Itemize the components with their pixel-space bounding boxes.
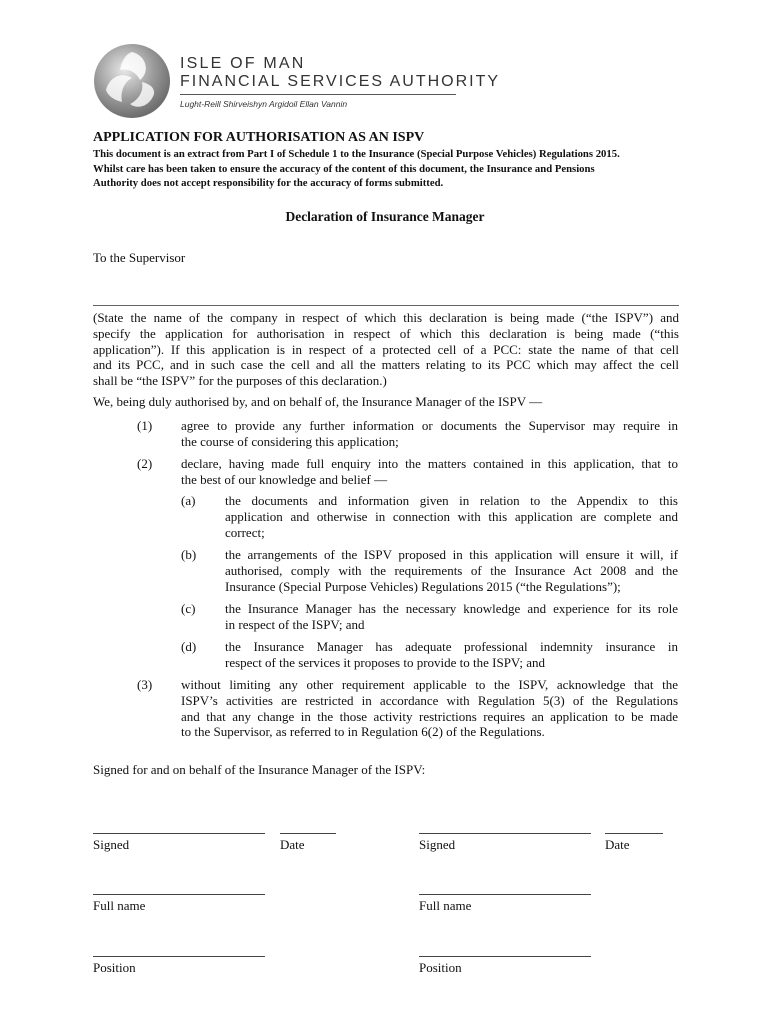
date-line-2[interactable]: [605, 833, 663, 834]
subitem-line: Insurance (Special Purpose Vehicles) Regulations 2015 (“the Regulations”);: [225, 578, 621, 594]
org-name-line1: ISLE OF MAN: [180, 55, 306, 72]
position-label-1: Position: [93, 960, 136, 975]
item-number: (3): [137, 677, 153, 692]
item-line: agree to provide any further information or documents the Supervisor may require in: [181, 418, 678, 433]
signed-label-2: Signed: [419, 837, 456, 852]
signed-label-1: Signed: [93, 837, 130, 852]
subitem-line: in respect of the ISPV; and: [225, 616, 365, 632]
subitem-line: the arrangements of the ISPV proposed in this application will ensure it will, if: [225, 547, 678, 562]
instruction-line: and its PCC, and in such case the cell and all the matters relating to its PCC which may affect the cell: [93, 357, 679, 373]
subitem-text: [225, 601, 678, 633]
date-line-1[interactable]: [280, 833, 336, 834]
subitem-number: (c): [181, 601, 196, 616]
subitem-number: (b): [181, 547, 197, 562]
instruction-paragraph: [93, 310, 679, 389]
preamble: We, being duly authorised by, and on behalf of, the Insurance Manager of the ISPV —: [93, 394, 543, 409]
subitem-number: (d): [181, 639, 197, 654]
fsa-logo-icon: [92, 42, 172, 120]
document-title: APPLICATION FOR AUTHORISATION AS AN ISPV: [93, 130, 425, 145]
subitem-line: application and otherwise in connection with this application are complete and: [225, 508, 678, 524]
item-line: ISPV’s activities are restricted in accordance with Regulation 5(3) of the Regulations: [181, 692, 678, 708]
item-line: declare, having made full enquiry into the matters contained in this application, that to: [181, 456, 678, 471]
subitem-text: [225, 547, 678, 594]
subitem-line: correct;: [225, 524, 265, 540]
item-line: the best of our knowledge and belief —: [181, 471, 388, 487]
org-name-line2: FINANCIAL SERVICES AUTHORITY: [180, 73, 501, 90]
full-name-label-2: Full name: [419, 898, 472, 913]
declaration-heading: Declaration of Insurance Manager: [285, 209, 485, 224]
date-label-2: Date: [605, 837, 630, 852]
org-subtitle: Lught-Reill Shirveishyn Argidoil Ellan Vannin: [180, 99, 348, 109]
signed-for-statement: Signed for and on behalf of the Insurance Manager of the ISPV:: [93, 762, 426, 777]
subitem-text: [225, 639, 678, 671]
full-name-line-2[interactable]: [419, 894, 591, 895]
item-line: and that any change in the those activity restrictions requires an application to be made: [181, 708, 678, 724]
company-name-field-line[interactable]: [93, 305, 679, 306]
item-number: (2): [137, 456, 153, 471]
date-label-1: Date: [280, 837, 305, 852]
item-line: to the Supervisor, as referred to in Regulation 6(2) of the Regulations.: [181, 724, 545, 740]
position-label-2: Position: [419, 960, 462, 975]
subitem-line: respect of the services it proposes to provide to the ISPV; and: [225, 654, 545, 670]
instruction-line: (State the name of the company in respect of which this declaration is being made (“the ISPV”) and: [93, 310, 679, 325]
intro-line: Whilst care has been taken to ensure the accuracy of the content of this document, the Insurance and Pensions: [93, 162, 595, 175]
subitem-line: the documents and information given in relation to the Appendix to this: [225, 493, 678, 508]
instruction-line: application”). If this application is in respect of a protected cell of a PCC: state the name of that cell: [93, 341, 679, 357]
subitem-line: the Insurance Manager has adequate professional indemnity insurance in: [225, 639, 678, 654]
subitem-line: authorised, comply with the requirements of the Insurance Act 2008 and the: [225, 562, 678, 578]
signature-line-2[interactable]: [419, 833, 591, 834]
item-line: without limiting any other requirement applicable to the ISPV, acknowledge that the: [181, 677, 678, 692]
item-line: the course of considering this application;: [181, 433, 399, 449]
intro-disclaimer: [93, 147, 673, 191]
instruction-line: specify the application for authorisation in respect of which this declaration is being made (“this: [93, 325, 679, 341]
position-line-2[interactable]: [419, 956, 591, 957]
item-text: [181, 456, 678, 488]
signature-line-1[interactable]: [93, 833, 265, 834]
intro-line: This document is an extract from Part I of Schedule 1 to the Insurance (Special Purpose Vehicles) Regulations 2015.: [93, 148, 620, 160]
subitem-line: the Insurance Manager has the necessary knowledge and experience for its role: [225, 601, 678, 616]
full-name-line-1[interactable]: [93, 894, 265, 895]
intro-line: Authority does not accept responsibility for the accuracy of forms submitted.: [93, 177, 444, 189]
full-name-label-1: Full name: [93, 898, 146, 913]
header-divider: [180, 94, 456, 95]
addressee: To the Supervisor: [93, 250, 186, 265]
item-text: [181, 418, 678, 450]
item-text: [181, 677, 678, 740]
subitem-text: [225, 493, 678, 540]
instruction-line: shall be “the ISPV” for the purposes of this declaration.): [93, 373, 387, 389]
subitem-number: (a): [181, 493, 196, 508]
position-line-1[interactable]: [93, 956, 265, 957]
item-number: (1): [137, 418, 153, 433]
